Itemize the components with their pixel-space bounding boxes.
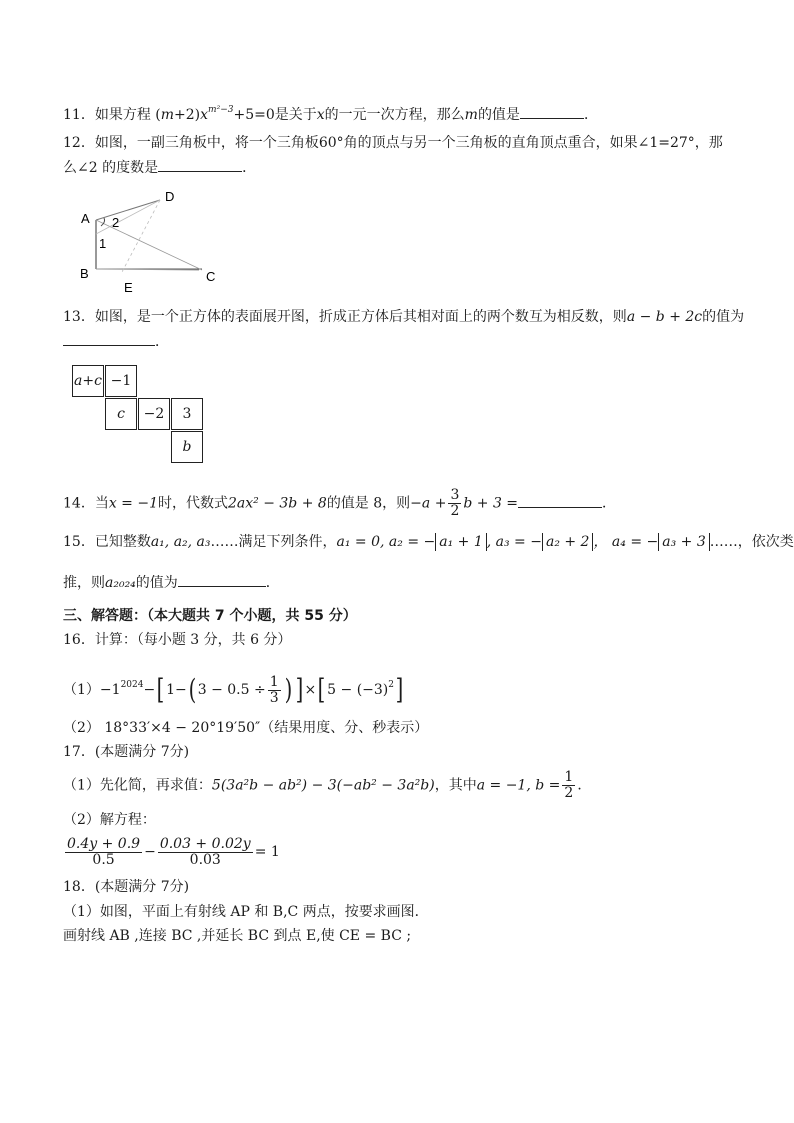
question-18-part2: 画射线 AB ,连接 BC ,并延长 BC 到点 E,使 CE = BC ;: [63, 928, 412, 944]
net-cell-neg2: −2: [138, 398, 170, 430]
answer-blank-11[interactable]: [520, 104, 584, 119]
section-3-title: 三、解答题：（本大题共 7 个小题，共 55 分）: [63, 608, 357, 624]
label-C: C: [206, 269, 216, 284]
question-12-line1: 12．如图，一副三角板中，将一个三角板60°角的顶点与另一个三角板的直角顶点重合，如果∠1=27°，那: [63, 135, 723, 151]
label-angle-2: 2: [112, 215, 120, 230]
label-A: A: [81, 211, 90, 226]
question-11: 11．如果方程 $(m+2)x^{m^2-3}+5=0$是关于x的一元一次方程，那么m的值是 ．: [63, 105, 598, 123]
answer-blank-13[interactable]: [63, 331, 155, 346]
question-17-equation: $\frac{0.4y + 0.9}{0.5}$ − $\frac{0.03 + 0.02y}{0.03}$ = 1: [67, 835, 280, 868]
net-cell-c: c: [105, 398, 137, 430]
label-B: B: [80, 266, 89, 281]
question-18-part1: （1）如图，平面上有射线 AP 和 B,C 两点，按要求画图．: [63, 904, 429, 920]
net-cell-3: 3: [171, 398, 203, 430]
question-13-line2: ．: [63, 331, 169, 352]
question-17-title: 17．(本题满分 7分): [63, 744, 190, 760]
question-14: 14．当x = −1时，代数式2ax² − 3b + 8的值是 8，则−a + $\frac{3}{2}$ b + 3 = ．: [63, 487, 617, 519]
answer-blank-12[interactable]: [158, 157, 242, 172]
question-16-part1: $(1)-1^{2024}-$[ 1−( 3 − 0.5 ÷ $\frac{1}{3}$ ) ] ×[ $5 - (-3)^2$]: [63, 673, 404, 706]
answer-blank-15[interactable]: [178, 572, 266, 587]
triangle-figure: [72, 186, 242, 296]
label-E: E: [124, 280, 133, 295]
question-16-part2: （2） 18°33′×4 − 20°19′50″（结果用度、分、秒表示）: [63, 720, 429, 736]
label-D: D: [165, 189, 175, 204]
question-17-part2: （2）解方程：: [63, 812, 156, 828]
net-cell-neg1: −1: [105, 365, 137, 397]
net-cell-a-plus-c: a+c: [72, 365, 104, 397]
label-angle-1: 1: [99, 236, 107, 251]
question-15-line1: 15．已知整数a₁, a₂, a₃……满足下列条件，a₁ = 0, a₂ = − a₁ + 1 , a₃ = − a₂ + 2 ， a₄ = − a₃ + 3 ……，依次类: [63, 534, 794, 550]
question-12-line2: 么∠2 的度数是 ．: [63, 157, 256, 178]
question-17-part1: （1）先化简，再求值：5(3a²b − ab²) − 3(−ab² − 3a²b)，其中a = −1, b = $\frac{1}{2}$ ．: [63, 769, 592, 801]
question-13-line1: 13．如图，是一个正方体的表面展开图，折成正方体后其相对面上的两个数互为相反数，则a − b + 2c的值为: [63, 309, 745, 325]
answer-blank-14[interactable]: [518, 493, 602, 508]
question-15-line2: 推，则a₂₀₂₄的值为 ．: [63, 572, 280, 593]
net-cell-b: b: [171, 431, 203, 463]
question-18-title: 18．(本题满分 7分): [63, 879, 190, 895]
question-16-title: 16．计算：（每小题 3 分，共 6 分）: [63, 632, 292, 648]
